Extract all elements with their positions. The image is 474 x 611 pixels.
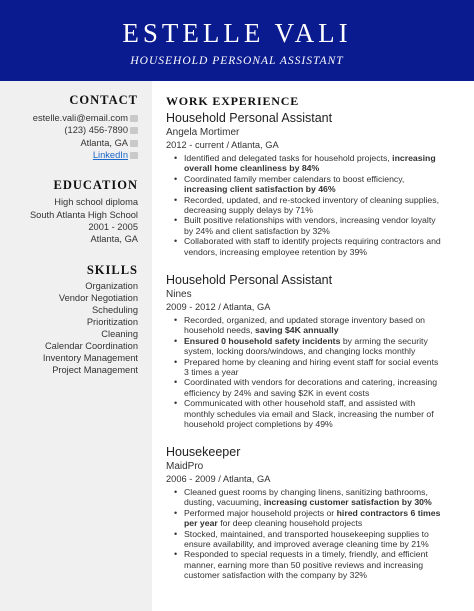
bullet-highlight: increasing client satisfaction by 46% [184, 184, 336, 195]
job-bullet: • Performed major household projects or hired contractors 6 times per year for deep cleaning household projects [172, 508, 444, 529]
skill-item: Prioritization [86, 317, 138, 327]
job-bullet: • Communicated with other household staff, and assisted with monthly schedules via email and Slack, increasing the number of household project completions by 49% [172, 398, 444, 429]
skill-item: Organization [85, 281, 138, 291]
candidate-subtitle: HOUSEHOLD PERSONAL ASSISTANT [130, 55, 344, 67]
bullet-highlight: Ensured 0 household safety incidents [184, 335, 341, 346]
bullet-highlight: hired contractors 6 times per year [184, 507, 441, 529]
skill-item: Scheduling [91, 305, 138, 315]
job-bullet: • Ensured 0 household safety incidents by arming the security system, locking doors/windows, and changing locks monthly [172, 336, 444, 357]
job-bullet: • Stocked, maintained, and transported housekeeping supplies to ensure availability, and improved average cleaning time by 21% [172, 529, 444, 550]
job-bullet: • Recorded, organized, and updated storage inventory based on household needs, saving $4K annually [172, 315, 444, 336]
job-company: Nines [166, 289, 192, 300]
skill-item: Cleaning [101, 329, 138, 339]
job-company: MaidPro [166, 461, 204, 472]
header-banner [0, 0, 474, 81]
skill-item: Vendor Negotiation [58, 293, 138, 303]
job-company: Angela Mortimer [166, 127, 240, 138]
job-bullet: • Identified and delegated tasks for household projects, increasing overall home cleanliness by 84% [172, 153, 444, 174]
job-title: Household Personal Assistant [166, 111, 333, 125]
bullet-highlight: increasing customer satisfaction by 30% [263, 497, 432, 508]
job-bullet: • Recorded, updated, and re-stocked inventory of cleaning supplies, decreasing supply delays by 71% [172, 195, 444, 216]
education-years: 2001 - 2005 [88, 222, 138, 232]
job-title: Housekeeper [166, 445, 241, 459]
job-meta: 2012 - current / Atlanta, GA [166, 140, 279, 150]
job-bullet: • Coordinated family member calendars to boost efficiency, increasing client satisfaction by 46% [172, 174, 444, 195]
skills-heading: SKILLS [86, 263, 138, 277]
job-bullets [172, 153, 444, 257]
candidate-name: ESTELLE VALI [122, 18, 352, 48]
job-bullet: • Prepared home by cleaning and hiring event staff for social events 3 times a year [172, 357, 444, 378]
education-degree: High school diploma [54, 197, 138, 207]
job-bullet: • Built positive relationships with vendors, increasing vendor loyalty by 24% and client satisfaction by 32% [172, 215, 444, 236]
job-bullet: • Responded to special requests in a timely, friendly, and efficient manner, earning more than 50 positive reviews and increasing customer satisfaction with the company by 32% [172, 549, 444, 580]
linkedin-icon [130, 152, 138, 159]
contact-heading: CONTACT [69, 93, 138, 107]
job-bullet: • Coordinated with vendors for decorations and catering, increasing efficiency by 24% and saving $2K in event costs [172, 377, 444, 398]
education-heading: EDUCATION [53, 178, 138, 192]
phone-icon [130, 127, 138, 134]
job-bullet: • Cleaned guest rooms by changing linens, sanitizing bathrooms, dusting, vacuuming, increasing customer satisfaction by 30% [172, 487, 444, 508]
job-bullets [172, 315, 444, 429]
job-bullets [172, 487, 444, 581]
contact-email: estelle.vali@email.com [32, 113, 128, 123]
email-icon [130, 115, 138, 122]
job-bullet: • Collaborated with staff to identify projects requiring contractors and vendors, increasing employee retention by 39% [172, 236, 444, 257]
skill-item: Calendar Coordination [44, 341, 138, 351]
education-school: South Atlanta High School [29, 210, 138, 220]
education-location: Atlanta, GA [90, 234, 138, 244]
location-icon [130, 140, 138, 147]
linkedin-link[interactable]: LinkedIn [92, 150, 128, 160]
work-experience-heading: WORK EXPERIENCE [166, 94, 300, 108]
bullet-highlight: saving $4K annually [255, 325, 339, 336]
skill-item: Inventory Management [42, 353, 138, 363]
contact-location: Atlanta, GA [80, 138, 128, 148]
job-meta: 2006 - 2009 / Atlanta, GA [166, 474, 271, 484]
job-title: Household Personal Assistant [166, 273, 333, 287]
bullet-highlight: increasing overall home cleanliness by 84% [184, 153, 436, 174]
contact-phone: (123) 456-7890 [64, 125, 128, 135]
job-meta: 2009 - 2012 / Atlanta, GA [166, 302, 271, 312]
skill-item: Project Management [52, 365, 138, 375]
